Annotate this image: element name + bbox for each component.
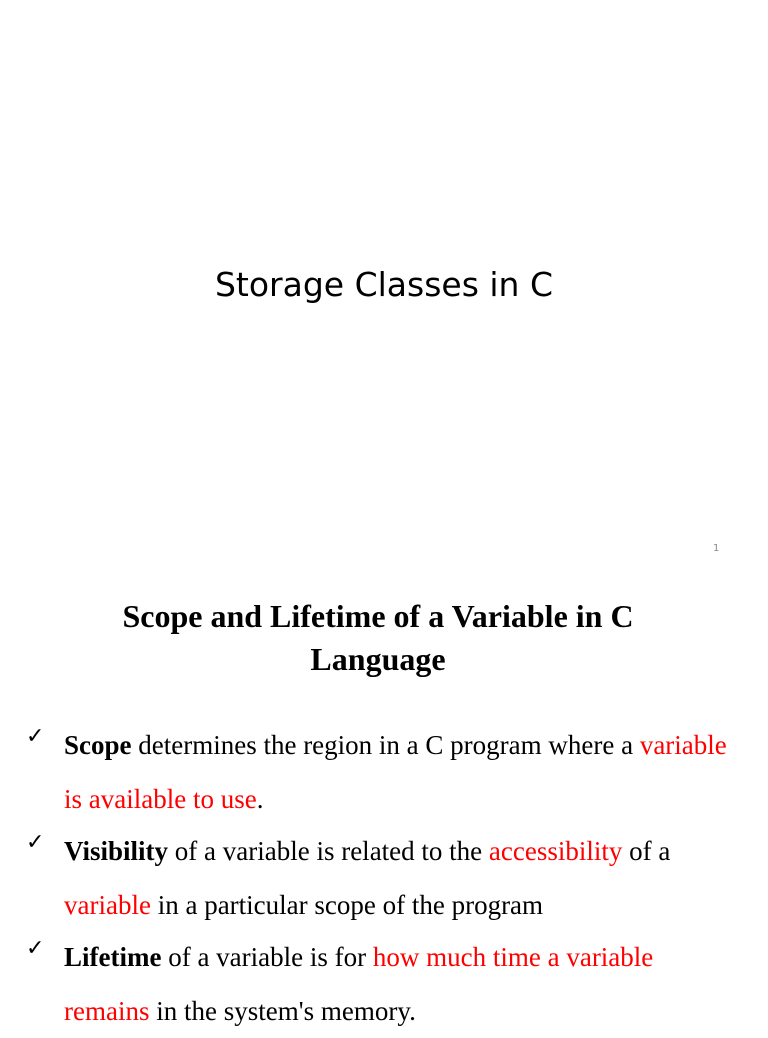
bullet-text: in a particular scope of the program <box>150 890 544 920</box>
bullet-highlight: accessibility <box>488 836 623 866</box>
bullet-highlight: how much time a variable remains <box>64 942 654 1026</box>
bullet-text: . <box>256 784 264 814</box>
bullet-term: Visibility <box>64 836 169 866</box>
checkmark-icon: ✓ <box>26 830 45 855</box>
slide-2 <box>0 570 768 1024</box>
bullet-lifetime <box>0 930 768 1038</box>
bullet-text: of a <box>622 836 671 866</box>
bullet-text: in the system's memory. <box>149 996 416 1026</box>
bullet-highlight: variable <box>64 890 151 920</box>
bullet-term: Lifetime <box>64 942 162 972</box>
bullet-text: of a variable is for <box>161 942 373 972</box>
slide-heading: Scope and Lifetime of a Variable in C Language <box>122 598 634 677</box>
bullet-term: Scope <box>64 730 132 760</box>
checkmark-icon: ✓ <box>26 936 45 961</box>
bullet-visibility <box>0 824 768 932</box>
slide-title: Storage Classes in C <box>214 265 554 304</box>
bullet-highlight: variable is available to use <box>64 730 727 814</box>
slide-number: 1 <box>713 543 720 554</box>
bullet-text: determines the region in a C program where a <box>131 730 640 760</box>
bullet-text: of a variable is related to the <box>168 836 489 866</box>
bullet-list <box>0 720 768 1038</box>
bullet-scope <box>0 718 768 826</box>
checkmark-icon: ✓ <box>26 724 45 749</box>
